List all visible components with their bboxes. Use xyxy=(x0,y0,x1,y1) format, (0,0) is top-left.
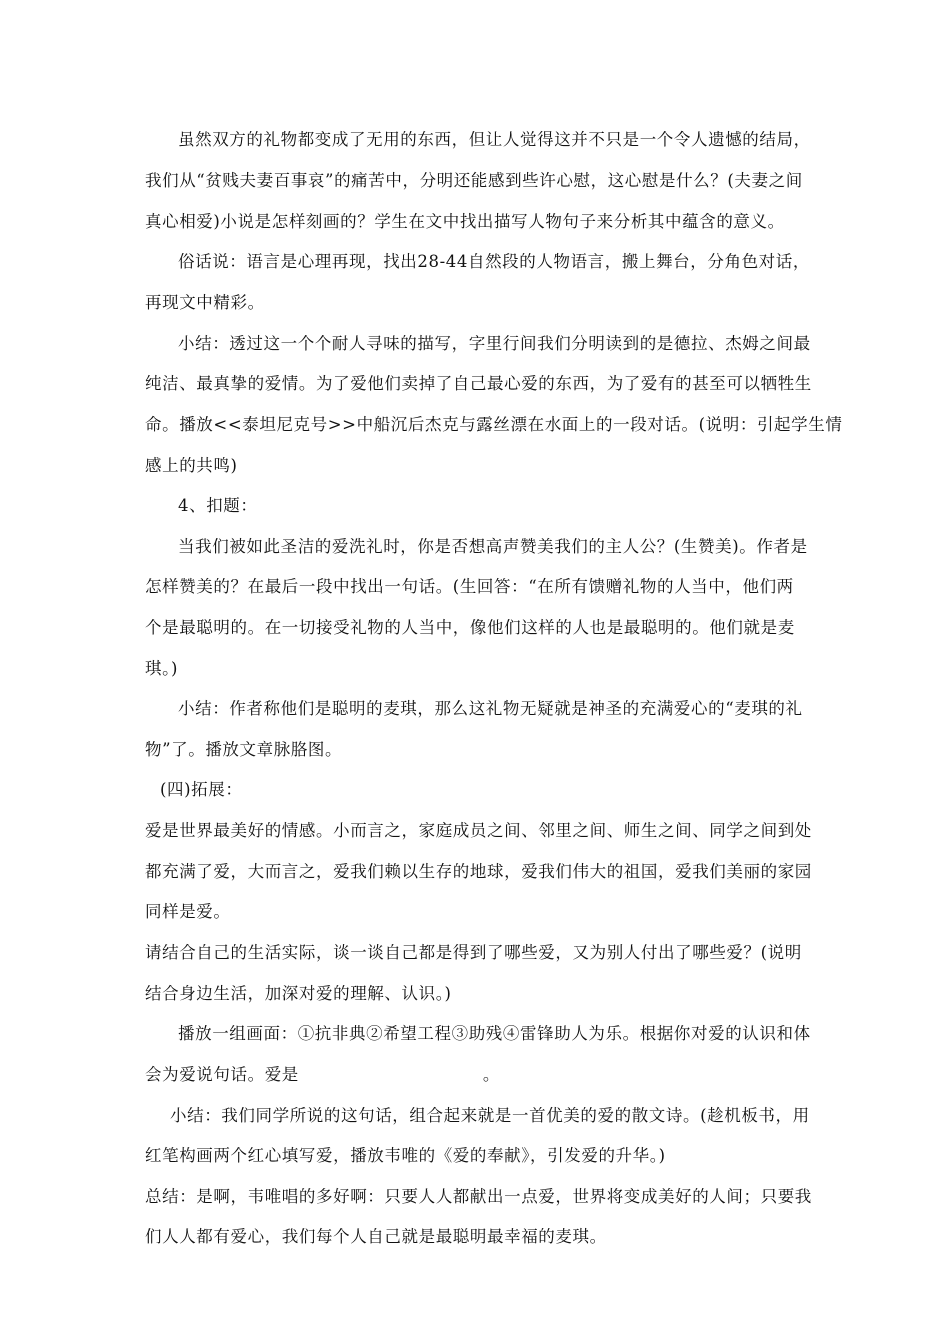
text-line: 纯洁、最真挚的爱情。为了爱他们卖掉了自己最心爱的东西，为了爱有的甚至可以牺牲生 xyxy=(145,374,812,393)
text-line: 命。播放<<泰坦尼克号>>中船沉后杰克与露丝漂在水面上的一段对话。(说明：引起学生情 xyxy=(145,415,843,434)
text-line: 小结：透过这一个个耐人寻味的描写，字里行间我们分明读到的是德拉、杰姆之间最 xyxy=(178,334,811,353)
text-line: 个是最聪明的。在一切接受礼物的人当中，像他们这样的人也是最聪明的。他们就是麦 xyxy=(145,618,795,637)
text-line: 请结合自己的生活实际，谈一谈自己都是得到了哪些爱，又为别人付出了哪些爱？(说明 xyxy=(145,943,802,962)
text-line: 俗话说：语言是心理再现，找出28-44自然段的人物语言，搬上舞台，分角色对话， xyxy=(178,252,810,271)
fill-in-line xyxy=(145,1065,500,1085)
text-line: 小结：我们同学所说的这句话，组合起来就是一首优美的爱的散文诗。(趁机板书，用 xyxy=(170,1106,810,1125)
text-line: 同样是爱。 xyxy=(145,902,231,921)
text-line: 红笔构画两个红心填写爱，播放韦唯的《爱的奉献》，引发爱的升华。) xyxy=(145,1146,666,1165)
text-line: 们人人都有爱心，我们每个人自己就是最聪明最幸福的麦琪。 xyxy=(145,1227,607,1246)
text-line: 总结：是啊，韦唯唱的多好啊：只要人人都献出一点爱，世界将变成美好的人间；只要我 xyxy=(145,1187,812,1206)
text-line: 我们从“贫贱夫妻百事哀”的痛苦中，分明还能感到些许心慰，这心慰是什么？(夫妻之间 xyxy=(145,171,803,190)
text-line: 结合身边生活，加深对爱的理解、认识。) xyxy=(145,984,452,1003)
text-line: 当我们被如此圣洁的爱洗礼时，你是否想高声赞美我们的主人公？(生赞美)。作者是 xyxy=(178,537,808,556)
text-line: 播放一组画面：①抗非典②希望工程③助残④雷锋助人为乐。根据你对爱的认识和体 xyxy=(178,1024,811,1043)
text-line: 爱是世界最美好的情感。小而言之，家庭成员之间、邻里之间、师生之间、同学之间到处 xyxy=(145,821,812,840)
text-line: 再现文中精彩。 xyxy=(145,293,265,312)
fill-in-suffix: 。 xyxy=(482,1065,501,1084)
section-heading: (四)拓展： xyxy=(160,780,243,799)
text-line: 真心相爱)小说是怎样刻画的？学生在文中找出描写人物句子来分析其中蕴含的意义。 xyxy=(145,212,785,231)
text-line: 琪。) xyxy=(145,659,178,678)
text-line: 小结：作者称他们是聪明的麦琪，那么这礼物无疑就是神圣的充满爱心的“麦琪的礼 xyxy=(178,699,803,718)
section-heading: 4、扣题： xyxy=(178,496,258,515)
text-line: 怎样赞美的？在最后一段中找出一句话。(生回答：“在所有馈赠礼物的人当中，他们两 xyxy=(145,577,794,596)
text-line: 物”了。播放文章脉胳图。 xyxy=(145,740,343,759)
text-line: 虽然双方的礼物都变成了无用的东西，但让人觉得这并不只是一个令人遗憾的结局， xyxy=(178,130,811,149)
text-line: 都充满了爱，大而言之，爱我们赖以生存的地球，爱我们伟大的祖国，爱我们美丽的家园 xyxy=(145,862,812,881)
fill-in-prompt: 会为爱说句话。爱是 xyxy=(145,1065,299,1084)
text-line: 感上的共鸣) xyxy=(145,456,238,475)
